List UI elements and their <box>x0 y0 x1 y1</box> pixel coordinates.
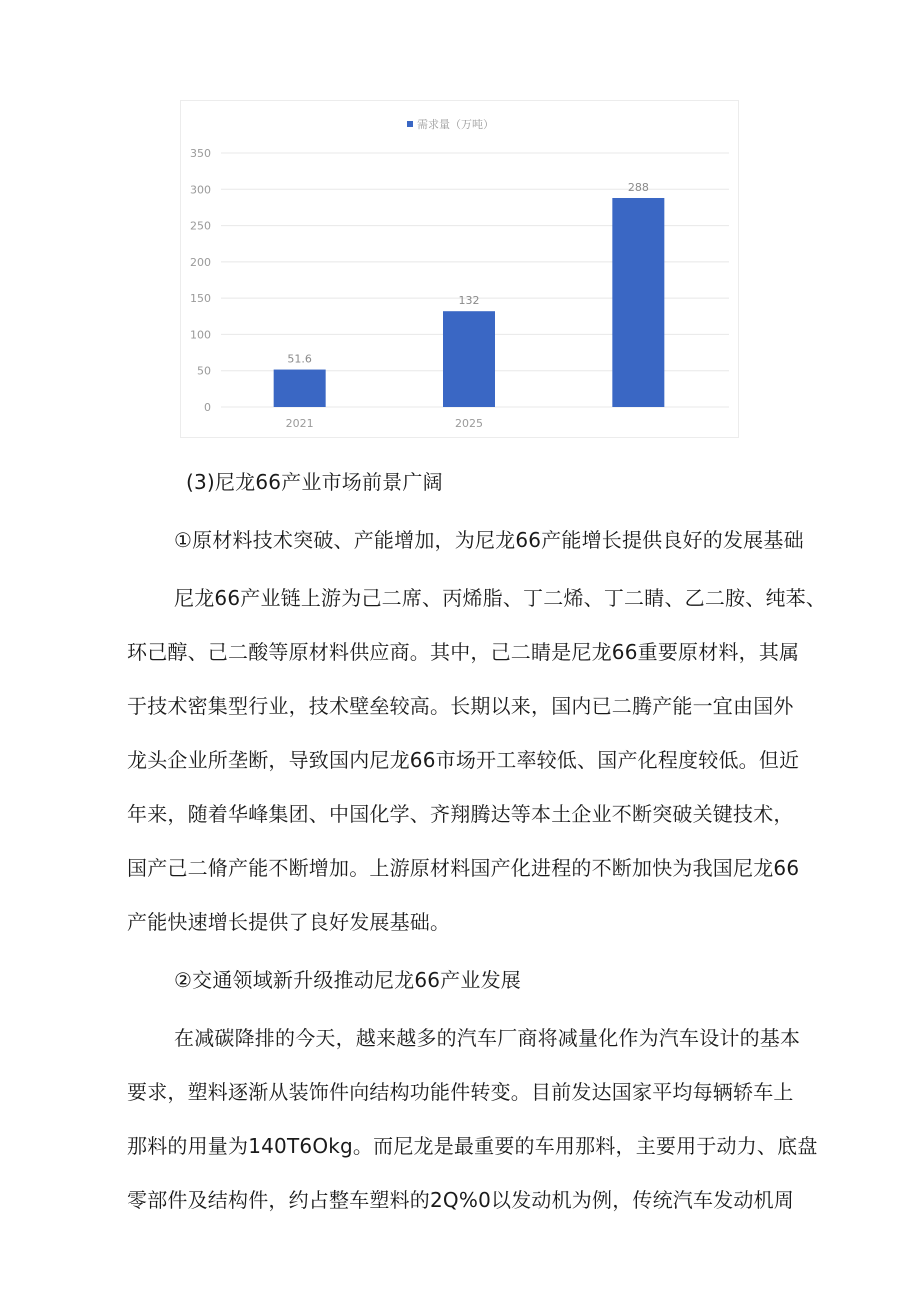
paragraph-line: 国产己二脩产能不断增加。上游原材料国产化进程的不断加快为我国尼龙66 <box>127 856 800 880</box>
y-tick-label: 50 <box>197 364 211 378</box>
paragraph-line: 年来，随着华峰集团、中国化学、齐翔腾达等本土企业不断突破关键技术， <box>127 802 794 826</box>
subheading-raw-materials: ①原材料技术突破、产能增加，为尼龙66产能增长提供良好的发展基础 <box>174 528 804 552</box>
paragraph-line: 龙头企业所垄断，导致国内尼龙66市场开工率较低、国产化程度较低。但近 <box>127 748 800 772</box>
legend-swatch <box>407 121 413 127</box>
y-tick-label: 0 <box>204 401 211 414</box>
bar <box>612 198 664 407</box>
paragraph-line: 在减碳降排的今天，越来越多的汽车厂商将减量化作为汽车设计的基本 <box>174 1026 801 1050</box>
paragraph-line: 零部件及结构件，约占整车塑料的2Q%0以发动机为例，传统汽车发动机周 <box>127 1188 794 1212</box>
data-label: 51.6 <box>287 352 312 366</box>
x-tick-label: 2021 <box>285 417 314 430</box>
paragraph-line: 于技术密集型行业，技术壁垒较高。长期以来，国内已二腾产能一宜由国外 <box>127 694 794 718</box>
paragraph-line: 环己醇、己二酸等原材料供应商。其中，己二睛是尼龙66重要原材料，其属 <box>127 640 800 664</box>
bar <box>274 370 326 407</box>
y-tick-label: 150 <box>190 292 211 306</box>
chart-canvas <box>181 101 740 439</box>
y-tick-label: 350 <box>190 147 211 160</box>
y-tick-label: 100 <box>190 328 211 342</box>
data-label: 288 <box>627 180 649 194</box>
paragraph-line: 产能快速增长提供了良好发展基础。 <box>127 910 451 934</box>
subheading-transport: ②交通领域新升级推动尼龙66产业发展 <box>174 968 521 992</box>
section-heading: (3)尼龙66产业市场前景广阔 <box>186 470 443 494</box>
legend-label: 需求量（万吨） <box>417 118 494 131</box>
data-label: 132 <box>458 294 480 308</box>
paragraph-line: 尼龙66产业链上游为己二席、丙烯脂、丁二烯、丁二睛、乙二胺、纯苯、 <box>174 586 827 610</box>
y-tick-label: 300 <box>190 183 211 197</box>
y-tick-label: 200 <box>190 255 211 269</box>
bar <box>443 311 495 407</box>
paragraph-line: 那料的用量为140T6Okg。而尼龙是最重要的车用那料，主要用于动力、底盘 <box>127 1134 818 1158</box>
y-tick-label: 250 <box>190 219 211 233</box>
paragraph-line: 要求，塑料逐渐从装饰件向结构功能件转变。目前发达国家平均每辆轿车上 <box>127 1080 794 1104</box>
demand-bar-chart <box>180 100 739 438</box>
x-tick-label: 2025 <box>455 417 483 430</box>
